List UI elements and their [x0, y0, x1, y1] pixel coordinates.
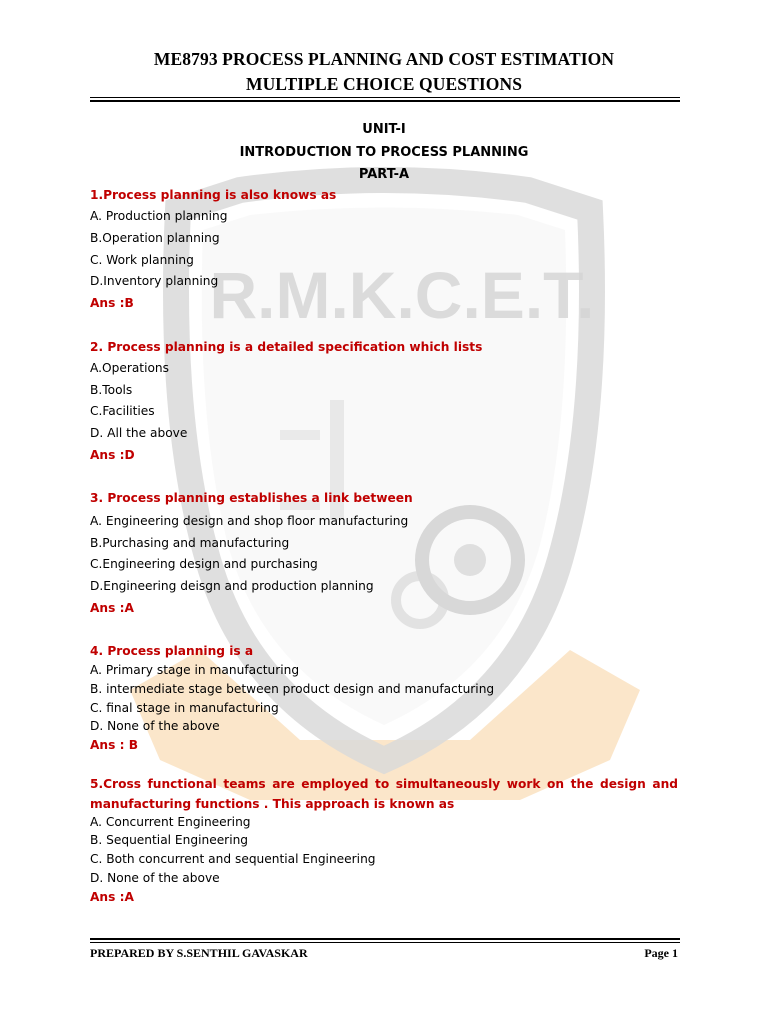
question-5: 5.Cross functional teams are employed to simultaneously work on the design and manufacturing functions . This approach is known as [90, 777, 678, 811]
question-3-option-c: C.Engineering design and purchasing [90, 557, 318, 571]
question-1-option-c: C. Work planning [90, 253, 194, 267]
question-4-answer: Ans : B [90, 738, 139, 752]
question-2-option-c: C.Facilities [90, 404, 155, 418]
part-label: PART-A [358, 167, 410, 182]
question-5-option-b: B. Sequential Engineering [90, 833, 249, 847]
question-3-option-a: A. Engineering design and shop floor manufacturing [90, 514, 409, 528]
unit-title: INTRODUCTION TO PROCESS PLANNING [239, 145, 529, 160]
footer-page-number: Page 1 [644, 946, 678, 960]
watermark-text: R.M.K.C.E.T. [209, 258, 595, 332]
question-5-option-d: D. None of the above [90, 871, 220, 885]
footer-divider-thin [90, 942, 680, 943]
header-divider-thick [90, 100, 680, 102]
question-1-answer: Ans :B [90, 296, 134, 310]
question-4-option-c: C. final stage in manufacturing [90, 701, 279, 715]
question-3-option-b: B.Purchasing and manufacturing [90, 536, 290, 550]
document-title-line1: ME8793 PROCESS PLANNING AND COST ESTIMATION [153, 49, 615, 69]
question-4-option-b: B. intermediate stage between product design and manufacturing [90, 682, 495, 696]
question-1: 1.Process planning is also knows as [90, 188, 337, 202]
question-2-option-a: A.Operations [90, 361, 169, 375]
question-1-option-b: B.Operation planning [90, 231, 220, 245]
question-5-option-c: C. Both concurrent and sequential Engineering [90, 852, 376, 866]
question-3: 3. Process planning establishes a link between [90, 491, 413, 505]
question-2: 2. Process planning is a detailed specification which lists [90, 340, 483, 354]
header-divider-thin [90, 97, 680, 98]
question-2-option-d: D. All the above [90, 426, 188, 440]
unit-label: UNIT-I [362, 122, 406, 137]
question-3-option-d: D.Engineering deisgn and production planning [90, 579, 374, 593]
question-4-option-d: D. None of the above [90, 719, 220, 733]
question-5-option-a: A. Concurrent Engineering [90, 815, 251, 829]
question-2-option-b: B.Tools [90, 383, 133, 397]
question-4-option-a: A. Primary stage in manufacturing [90, 663, 300, 677]
document-title-line2: MULTIPLE CHOICE QUESTIONS [245, 74, 523, 94]
question-2-answer: Ans :D [90, 448, 135, 462]
footer-divider-thick [90, 938, 680, 940]
question-5-answer: Ans :A [90, 890, 134, 904]
question-3-answer: Ans :A [90, 601, 134, 615]
question-4: 4. Process planning is a [90, 644, 254, 658]
question-1-option-d: D.Inventory planning [90, 274, 219, 288]
question-1-option-a: A. Production planning [90, 209, 228, 223]
footer-prepared-by: PREPARED BY S.SENTHIL GAVASKAR [90, 946, 308, 960]
